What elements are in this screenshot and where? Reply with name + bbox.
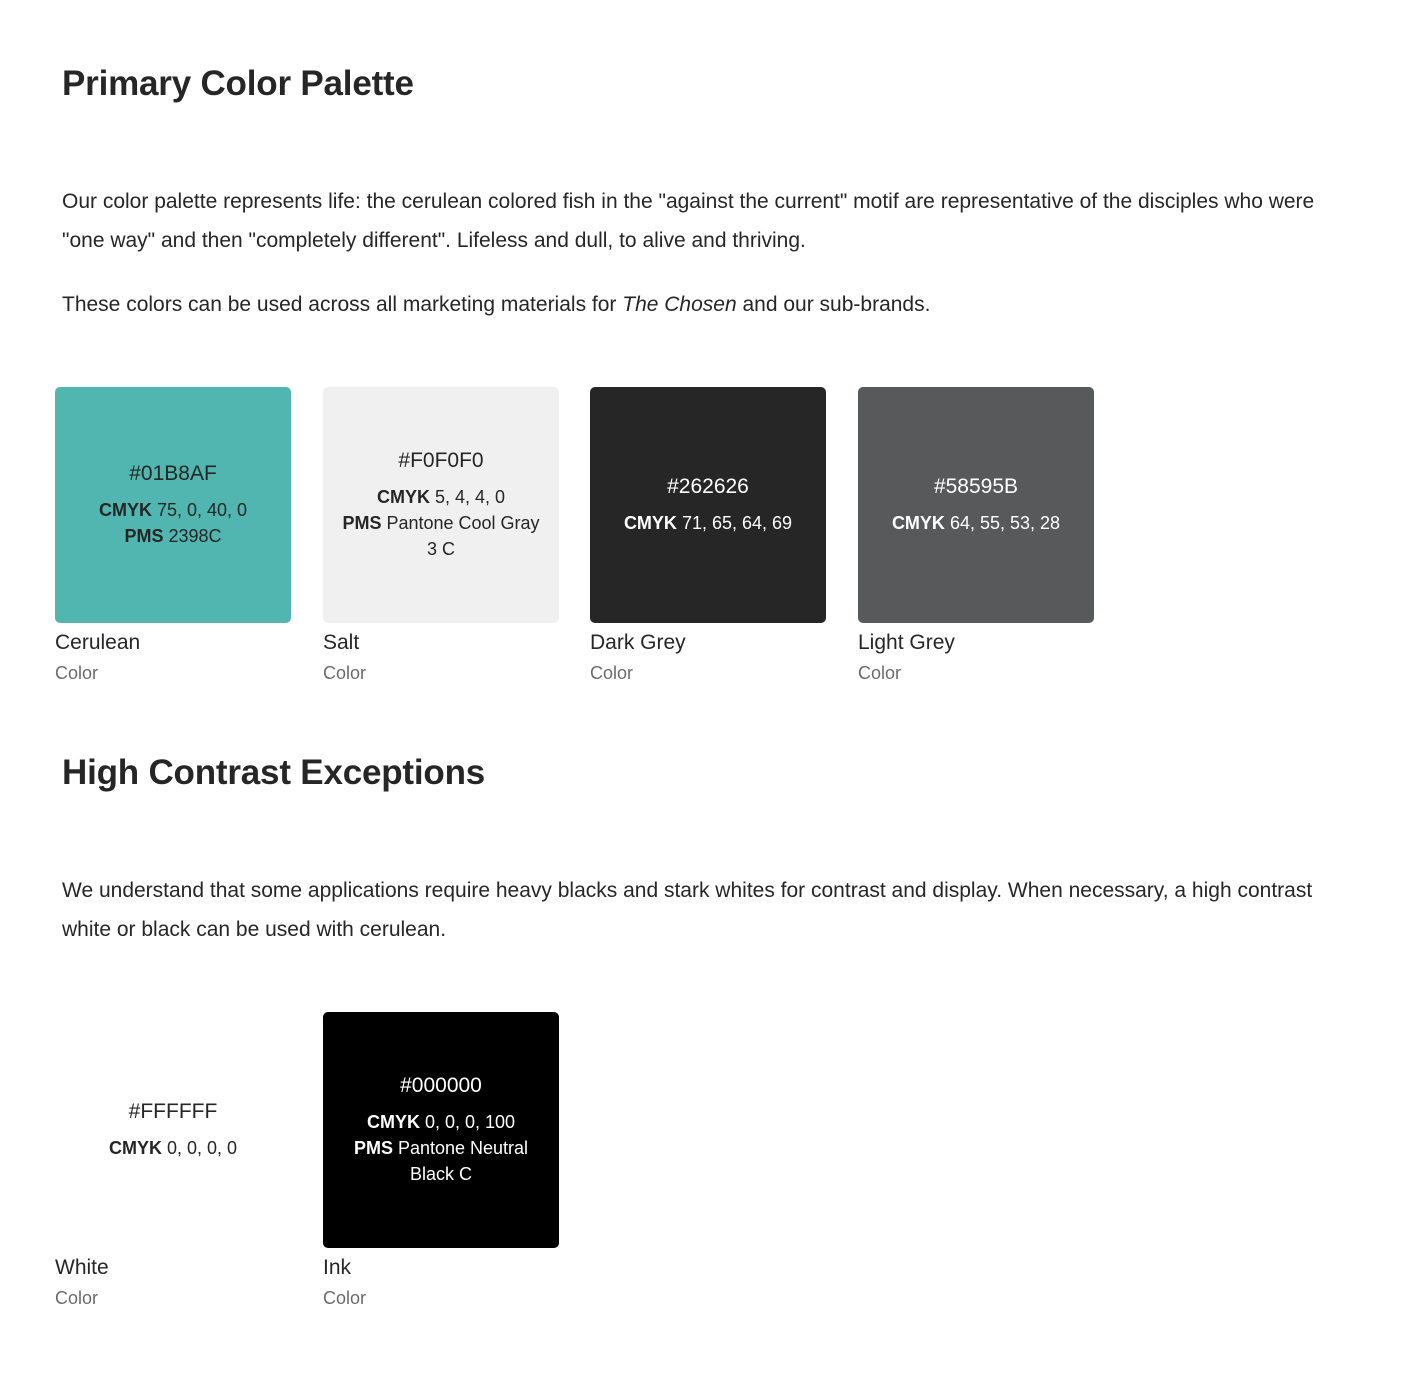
hex-value: #01B8AF [129,462,217,485]
color-name: White [55,1256,109,1279]
hex-value: #FFFFFF [128,1100,218,1123]
color-type: Color [323,663,367,683]
cmyk-value [892,510,1060,536]
section-heading-high-contrast: High Contrast Exceptions [62,753,486,792]
color-swatch [323,387,559,623]
pms-label: PMS [342,513,382,533]
cmyk-label: CMYK [108,1138,162,1158]
pms-value [335,510,547,562]
color-name: Cerulean [55,631,141,654]
brand-name: The Chosen [622,293,737,316]
color-card-cerulean [55,387,291,684]
color-card-salt [323,387,559,684]
cmyk-numbers: 75, 0, 40, 0 [156,500,248,520]
color-swatch [55,1012,291,1248]
usage-text-start: These colors can be used across all marketing materials for [62,293,623,316]
color-type: Color [55,1288,99,1308]
cmyk-numbers: 0, 0, 0, 100 [424,1112,516,1132]
section-heading-primary-palette: Primary Color Palette [62,64,414,103]
cmyk-numbers: 0, 0, 0, 0 [166,1138,238,1158]
color-name: Salt [323,631,360,654]
hex-value: #58595B [933,475,1019,498]
cmyk-numbers: 64, 55, 53, 28 [949,513,1061,533]
usage-text-end: and our sub-brands. [736,293,931,316]
color-type: Color [323,1288,367,1308]
color-swatch [323,1012,559,1248]
color-card-ink [323,1012,559,1309]
color-name: Dark Grey [590,631,686,654]
color-name: Ink [323,1256,352,1279]
cmyk-value [624,510,792,536]
cmyk-label: CMYK [623,513,677,533]
hex-value: #000000 [400,1074,482,1097]
cmyk-label: CMYK [366,1112,420,1132]
hex-value: #262626 [667,475,749,498]
cmyk-label: CMYK [98,500,152,520]
pms-label: PMS [353,1138,393,1158]
color-swatch [858,387,1094,623]
pms-value [124,523,221,549]
cmyk-numbers: 71, 65, 64, 69 [681,513,793,533]
high-contrast-description: We understand that some applications require heavy blacks and stark whites for contrast and display. When necessary, a high contrast white or black can be used with cerulean. [62,879,1313,941]
pms-code: Pantone Cool Gray 3 C [386,513,540,559]
cmyk-label: CMYK [891,513,945,533]
color-name: Light Grey [858,631,955,654]
color-card-white [55,1012,291,1309]
color-card-light-grey [858,387,1094,684]
hex-value: #F0F0F0 [398,449,484,472]
pms-code: 2398C [168,526,222,546]
cmyk-value [99,497,247,523]
palette-description: Our color palette represents life: the cerulean colored fish in the "against the current" motif are representative of the disciples who were "one way" and then "completely different". Lifeless and dull, to alive and thriving. [62,190,1315,252]
color-swatch [55,387,291,623]
cmyk-numbers: 5, 4, 4, 0 [434,487,506,507]
pms-code: Pantone Neutral Black C [397,1138,529,1184]
pms-label: PMS [124,526,164,546]
color-type: Color [858,663,902,683]
color-swatch [590,387,826,623]
palette-usage-note [62,285,1362,324]
color-type: Color [590,663,634,683]
color-card-dark-grey [590,387,826,684]
color-type: Color [55,663,99,683]
cmyk-value [367,1109,515,1135]
cmyk-value [377,484,505,510]
cmyk-value [109,1135,237,1161]
cmyk-label: CMYK [376,487,430,507]
pms-value [335,1135,547,1187]
